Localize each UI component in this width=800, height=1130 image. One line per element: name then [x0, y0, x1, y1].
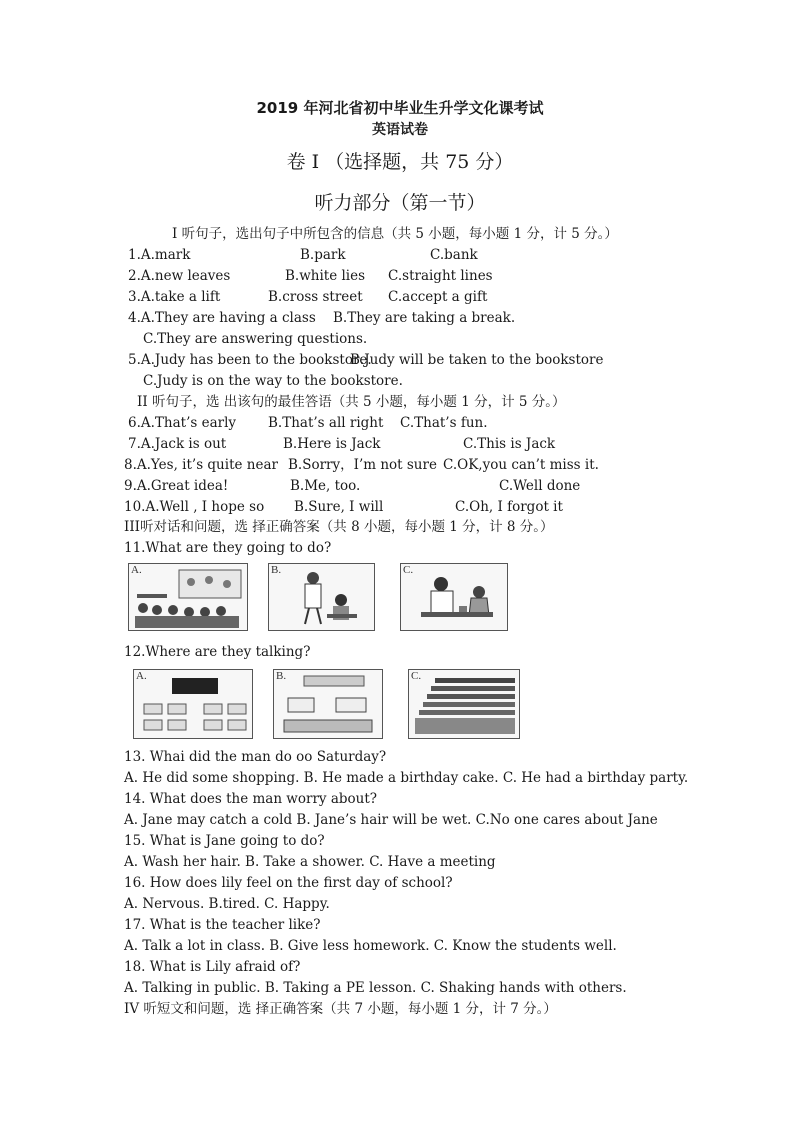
option-b: B.Sure, I will	[294, 499, 384, 515]
question-16-options: A. Nervous. B.tired. C. Happy.	[124, 896, 330, 912]
question-14-options: A. Jane may catch a cold B. Jane’s hair will be wet. C.No one cares about Jane	[124, 812, 658, 828]
option-a: 3.A.take a lift	[128, 289, 221, 305]
option-c: C.OK,you can’t miss it.	[443, 457, 599, 473]
picture-label: C.	[403, 564, 414, 576]
option-b: B.cross street	[268, 289, 363, 305]
volume-heading: 卷 I （选择题，共 75 分）	[286, 151, 514, 173]
option-a: 10.A.Well , I hope so	[124, 499, 265, 515]
picture-11a-classroom	[128, 563, 248, 631]
option-c: C.Well done	[499, 478, 581, 494]
picture-label: A.	[131, 564, 142, 576]
option-b: B.That’s all right	[268, 415, 384, 431]
question-17-options: A. Talk a lot in class. B. Give less homework. C. Know the students well.	[124, 938, 617, 954]
option-a: 7.A.Jack is out	[128, 436, 227, 452]
option-c: C.Oh, I forgot it	[455, 499, 563, 515]
stadium-illustration	[409, 670, 519, 738]
picture-12a-hall	[133, 669, 253, 739]
option-c: C.bank	[430, 247, 478, 263]
option-a: 1.A.mark	[128, 247, 191, 263]
picture-label: C.	[411, 670, 422, 682]
question-11: 11.What are they going to do?	[124, 540, 332, 556]
option-b: B.white lies	[285, 268, 366, 284]
option-c: C.Judy is on the way to the bookstore.	[143, 373, 403, 389]
option-c: C.They are answering questions.	[143, 331, 368, 347]
option-a: 5.A.Judy has been to the bookstore.	[128, 352, 372, 368]
option-b: B.park	[300, 247, 346, 263]
exam-subtitle: 英语试卷	[372, 122, 428, 138]
option-a: 6.A.That’s early	[128, 415, 237, 431]
option-c: C.That’s fun.	[400, 415, 488, 431]
section1-heading: I 听句子，选出句子中所包含的信息（共 5 小题，每小题 1 分，计 5 分。）	[172, 226, 618, 242]
office-illustration	[274, 670, 382, 738]
picture-11c-desk	[400, 563, 508, 631]
question-17: 17. What is the teacher like?	[124, 917, 321, 933]
picture-12c-stadium	[408, 669, 520, 739]
question-16: 16. How does lily feel on the first day of school?	[124, 875, 453, 891]
classroom-illustration	[129, 564, 247, 630]
doctor-illustration	[269, 564, 374, 630]
part-heading: 听力部分（第一节）	[314, 192, 486, 214]
question-13: 13. Whai did the man do oo Saturday?	[124, 749, 387, 765]
question-13-options: A. He did some shopping. B. He made a birthday cake. C. He had a birthday party.	[124, 770, 689, 786]
option-a: 2.A.new leaves	[128, 268, 231, 284]
question-15: 15. What is Jane going to do?	[124, 833, 325, 849]
picture-label: B.	[271, 564, 282, 576]
question-15-options: A. Wash her hair. B. Take a shower. C. Have a meeting	[124, 854, 496, 870]
picture-label: A.	[136, 670, 147, 682]
question-14: 14. What does the man worry about?	[124, 791, 377, 807]
picture-11b-doctor	[268, 563, 375, 631]
option-c: C.straight lines	[388, 268, 493, 284]
picture-label: B.	[276, 670, 287, 682]
option-b: B.Here is Jack	[283, 436, 381, 452]
option-b: B.They are taking a break.	[333, 310, 516, 326]
exam-title: 2019 年河北省初中毕业生升学文化课考试	[256, 99, 544, 117]
desk-illustration	[401, 564, 507, 630]
option-c: C.accept a gift	[388, 289, 488, 305]
question-18: 18. What is Lily afraid of?	[124, 959, 301, 975]
option-c: C.This is Jack	[463, 436, 556, 452]
section4-heading: IV 听短文和问题，选 择正确答案（共 7 小题，每小题 1 分，计 7 分。）	[124, 1001, 557, 1017]
hall-illustration	[134, 670, 252, 738]
option-b: B.Me, too.	[290, 478, 361, 494]
question-12: 12.Where are they talking?	[124, 644, 311, 660]
option-b: B.Sorry，I’m not sure	[288, 457, 437, 473]
option-a: 9.A.Great idea!	[124, 478, 229, 494]
option-a: 4.A.They are having a class	[128, 310, 316, 326]
question-18-options: A. Talking in public. B. Taking a PE lesson. C. Shaking hands with others.	[124, 980, 627, 996]
option-b: B.Judy will be taken to the bookstore	[350, 352, 604, 368]
section3-heading: III听对话和问题，选 择正确答案（共 8 小题，每小题 1 分，计 8 分。）	[124, 519, 554, 535]
picture-12b-office	[273, 669, 383, 739]
section2-heading: II 听句子，选 出该句的最佳答语（共 5 小题，每小题 1 分，计 5 分。）	[137, 394, 566, 410]
option-a: 8.A.Yes, it’s quite near	[124, 457, 278, 473]
